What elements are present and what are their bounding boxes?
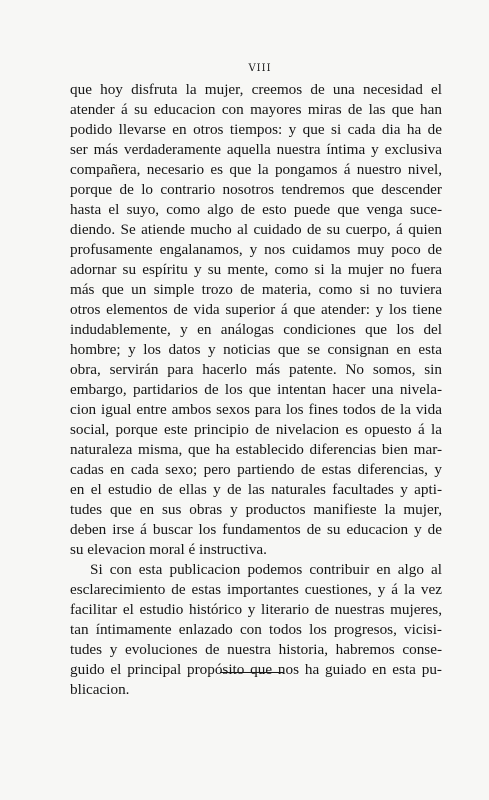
text-line: ser más verdaderamente aquella nuestra íntima y exclusiva	[70, 141, 442, 158]
text-line: tudes y evoluciones de nuestra historia, habremos conse-	[70, 641, 442, 658]
text-line: blicacion.	[70, 681, 130, 698]
section-divider	[220, 672, 284, 673]
text-line: más que un simple trozo de materia, como si no tuviera	[70, 281, 442, 298]
text-line: profusamente engalanamos, y nos cuidamos muy poco de	[70, 241, 442, 258]
text-line: esclarecimiento de estas importantes cuestiones, y á la vez	[70, 581, 442, 598]
text-line: guido el principal propósito que nos ha guiado en esta pu-	[70, 661, 442, 678]
text-line: en el estudio de ellas y de las naturales facultades y apti-	[70, 481, 442, 498]
text-line: embargo, partidarios de los que intentan hacer una nivela-	[70, 381, 442, 398]
text-line: que hoy disfruta la mujer, creemos de una necesidad el	[70, 81, 442, 98]
text-line: cion igual entre ambos sexos para los fines todos de la vida	[70, 401, 442, 418]
text-line: diendo. Se atiende mucho al cuidado de su cuerpo, á quien	[70, 221, 442, 238]
text-line: facilitar el estudio histórico y literario de nuestras mujeres,	[70, 601, 442, 618]
text-line: deben irse á buscar los fundamentos de su educacion y de	[70, 521, 442, 538]
text-line: tudes que en sus obras y productos manifieste la mujer,	[70, 501, 442, 518]
text-line: indudablemente, y en análogas condiciones que los del	[70, 321, 442, 338]
page-number: VIII	[248, 63, 272, 74]
text-line: su elevacion moral é instructiva.	[70, 541, 267, 558]
text-line: tan íntimamente enlazado con todos los progresos, vicisi-	[70, 621, 442, 638]
text-line: social, porque este principio de nivelacion es opuesto á la	[70, 421, 442, 438]
text-line: adornar su espíritu y su mente, como si la mujer no fuera	[70, 261, 442, 278]
text-line: naturaleza misma, que ha establecido diferencias bien mar-	[70, 441, 442, 458]
text-line: atender á su educacion con mayores miras de las que han	[70, 101, 442, 118]
text-line: podido llevarse en otros tiempos: y que si cada dia ha de	[70, 121, 442, 138]
text-line: porque de lo contrario nosotros tendremos que descender	[70, 181, 442, 198]
body-text	[70, 80, 442, 700]
paragraph-1	[70, 80, 442, 560]
text-line: otros elementos de vida superior á que atender: y los tiene	[70, 301, 442, 318]
text-line: obra, servirán para hacerlo más patente. No somos, sin	[70, 361, 442, 378]
text-line: compañera, necesario es que la pongamos á nuestro nivel,	[70, 161, 442, 178]
text-line: Si con esta publicacion podemos contribuir en algo al	[90, 561, 442, 578]
text-line: hombre; y los datos y noticias que se consignan en esta	[70, 341, 442, 358]
paragraph-2	[70, 560, 442, 700]
text-line: cadas en cada sexo; pero partiendo de estas diferencias, y	[70, 461, 442, 478]
text-line: hasta el suyo, como algo de esto puede que venga suce-	[70, 201, 442, 218]
